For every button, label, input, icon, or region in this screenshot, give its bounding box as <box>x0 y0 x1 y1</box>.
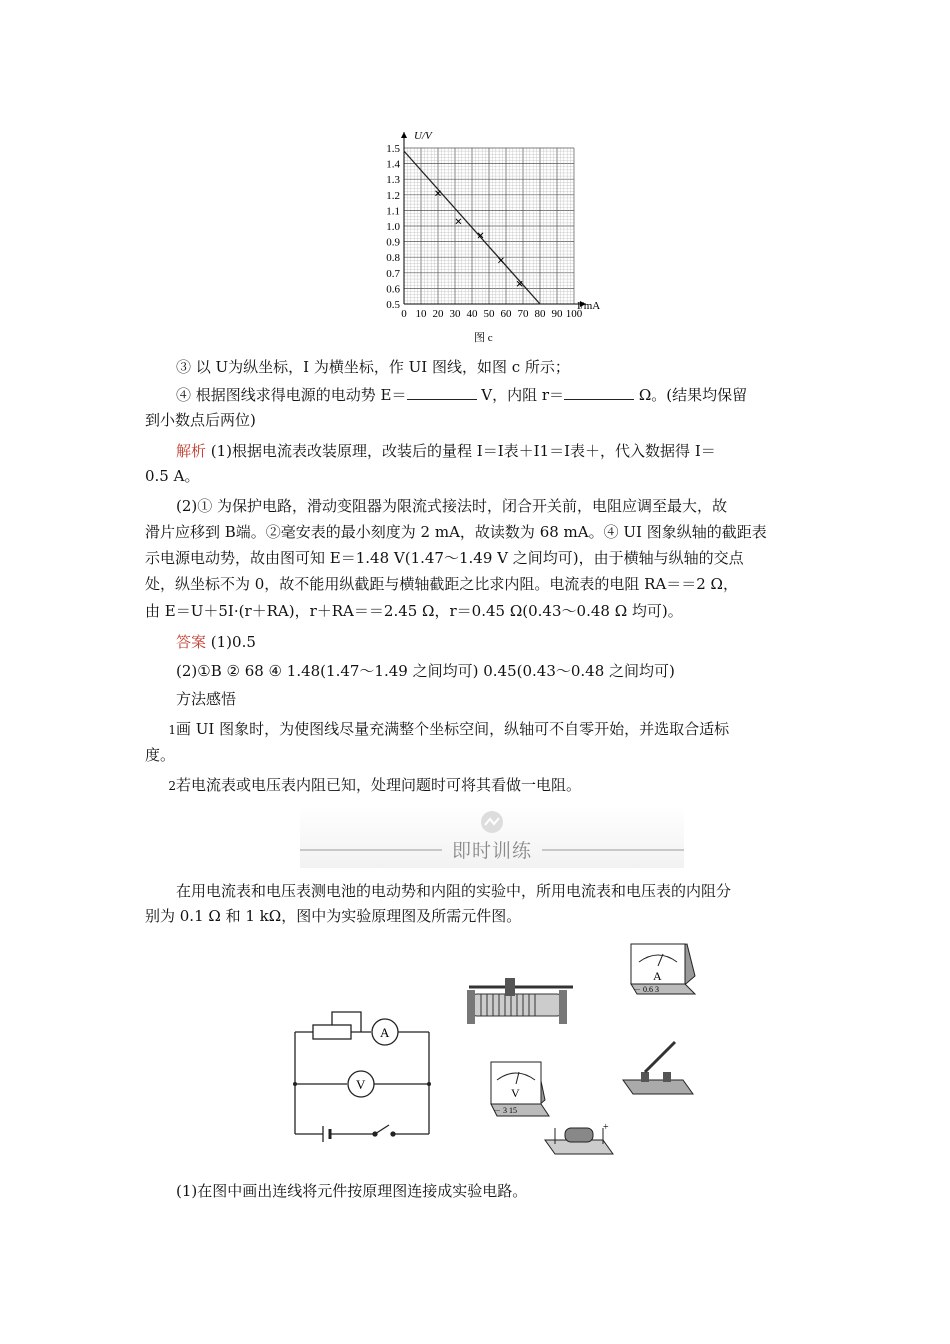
voltmeter-symbol-label: V <box>356 1077 366 1092</box>
method-heading: 方法感悟 <box>176 690 237 708</box>
section-banner <box>300 806 684 868</box>
question-line2: 别为 0.1 Ω 和 1 kΩ，图中为实验原理图及所需元件图。 <box>145 907 522 925</box>
y-tick-labels <box>386 143 400 311</box>
analysis-2-line3: 示电源电动势，故由图可知 E＝1.48 V(1.47～1.49 V 之间均可)，由于横轴与纵轴的交点 <box>145 549 744 567</box>
analysis-2-line4: 处，纵坐标不为 0，故不能用纵截距与横轴截距之比求内阻。电流表的电阻 RA＝＝2 Ω， <box>145 575 738 593</box>
y-tick-label: 0.5 <box>386 299 400 311</box>
answer-1-text: (1)0.5 <box>206 633 256 651</box>
ui-graph <box>370 128 620 350</box>
y-tick-label: 0.8 <box>386 252 400 265</box>
resistance-blank[interactable] <box>564 385 634 400</box>
analysis-1-text: (1)根据电流表改装原理，改装后的量程 I＝I表＋I1＝I表＋，代入数据得 I＝ <box>206 442 716 460</box>
method-item-1-cont: 度。 <box>145 746 176 764</box>
step-4-text-a: ④ 根据图线求得电源的电动势 E＝ <box>176 386 407 404</box>
graph-grid <box>404 148 574 304</box>
y-tick-label: 0.7 <box>386 267 400 280</box>
ammeter-symbol-label: A <box>380 1025 390 1040</box>
y-tick-label: 1.3 <box>386 174 400 187</box>
step-4-text-c: Ω。(结果均保留 <box>634 386 748 404</box>
rheostat-symbol <box>313 1025 351 1039</box>
voltmeter-scale-label: － 3 15 <box>493 1106 517 1115</box>
answer-1 <box>176 631 256 653</box>
component-figure <box>283 932 707 1170</box>
x-tick-label: 100 <box>565 308 583 320</box>
question-line1: 在用电流表和电压表测电池的电动势和内阻的实验中，所用电流表和电压表的内阻分 <box>176 882 732 900</box>
x-axis-label: I/mA <box>577 300 601 312</box>
analysis-label: 解析 <box>176 442 207 460</box>
method-item-2-number: 2 <box>168 779 176 793</box>
x-tick-label: 20 <box>432 308 444 320</box>
x-tick-label: 50 <box>483 308 495 320</box>
method-item-1-text: 画 UI 图象时，为使图线尽量充满整个坐标空间，纵轴可不自零开始，并选取合适标 <box>176 720 730 738</box>
analysis-1-cont: 0.5 A。 <box>145 467 200 485</box>
y-tick-label: 1.2 <box>386 189 400 202</box>
x-tick-label: 40 <box>466 308 478 320</box>
step-4 <box>176 384 747 406</box>
y-tick-label: 0.9 <box>386 236 400 249</box>
step-4-text-b: V，内阻 r＝ <box>476 386 565 404</box>
graph-axes <box>401 132 586 307</box>
y-tick-label: 1.0 <box>386 221 400 233</box>
ammeter-scale-label: － 0.6 3 <box>633 985 659 994</box>
y-axis-label: U/V <box>414 130 432 142</box>
switch-component <box>623 1042 693 1094</box>
analysis-2-line5: 由 E＝U＋5I·(r＋RA)，r＋RA＝＝2.45 Ω，r＝0.45 Ω(0.43～0.48 Ω 均可)。 <box>145 602 683 620</box>
method-item-2 <box>145 774 581 797</box>
y-tick-label: 1.4 <box>386 158 400 171</box>
figure-caption: 图 c <box>474 332 493 344</box>
answer-label: 答案 <box>176 633 207 651</box>
method-item-2-text: 若电流表或电压表内阻已知，处理问题时可将其看做一电阻。 <box>176 776 582 794</box>
emf-blank[interactable] <box>407 385 477 400</box>
banner-title: 即时训练 <box>451 840 532 862</box>
method-item-1-number: 1 <box>168 723 176 737</box>
x-tick-label: 30 <box>449 308 461 320</box>
analysis-2-line1: (2)① 为保护电路，滑动变阻器为限流式接法时，闭合开关前，电阻应调至最大，故 <box>176 497 728 515</box>
rheostat-component <box>467 978 573 1024</box>
analysis-1 <box>176 440 716 462</box>
x-tick-label: 70 <box>517 308 529 320</box>
y-tick-label: 1.5 <box>386 143 400 155</box>
y-axis-arrow <box>401 132 407 138</box>
step-4-cont: 到小数点后两位) <box>145 411 256 429</box>
x-tick-labels <box>401 308 583 320</box>
step-3: ③ 以 U为纵坐标，I 为横坐标，作 UI 图线，如图 c 所示； <box>176 358 570 376</box>
analysis-2-line2: 滑片应移到 B端。②毫安表的最小刻度为 2 mA，故读数为 68 mA。④ UI 图象纵轴的截距表 <box>145 523 767 541</box>
method-item-1 <box>145 718 729 741</box>
switch-symbol <box>375 1125 389 1134</box>
component-figure-svg <box>283 932 707 1170</box>
x-tick-label: 60 <box>500 308 512 320</box>
sub-question-1: (1)在图中画出连线将元件按原理图连接成实验电路。 <box>176 1182 528 1200</box>
x-tick-label: 90 <box>551 308 563 320</box>
voltmeter-component-label: V <box>511 1086 520 1100</box>
y-tick-label: 1.1 <box>386 205 400 218</box>
x-tick-label: 80 <box>534 308 546 320</box>
x-tick-label: 10 <box>415 308 427 320</box>
y-tick-label: 0.6 <box>386 283 400 296</box>
battery-plus-label: + <box>603 1122 609 1133</box>
ammeter-component-label: A <box>653 969 662 983</box>
answer-2: (2)①B ② 68 ④ 1.48(1.47～1.49 之间均可) 0.45(0.43～0.48 之间均可) <box>176 662 675 680</box>
x-tick-label: 0 <box>401 308 407 320</box>
